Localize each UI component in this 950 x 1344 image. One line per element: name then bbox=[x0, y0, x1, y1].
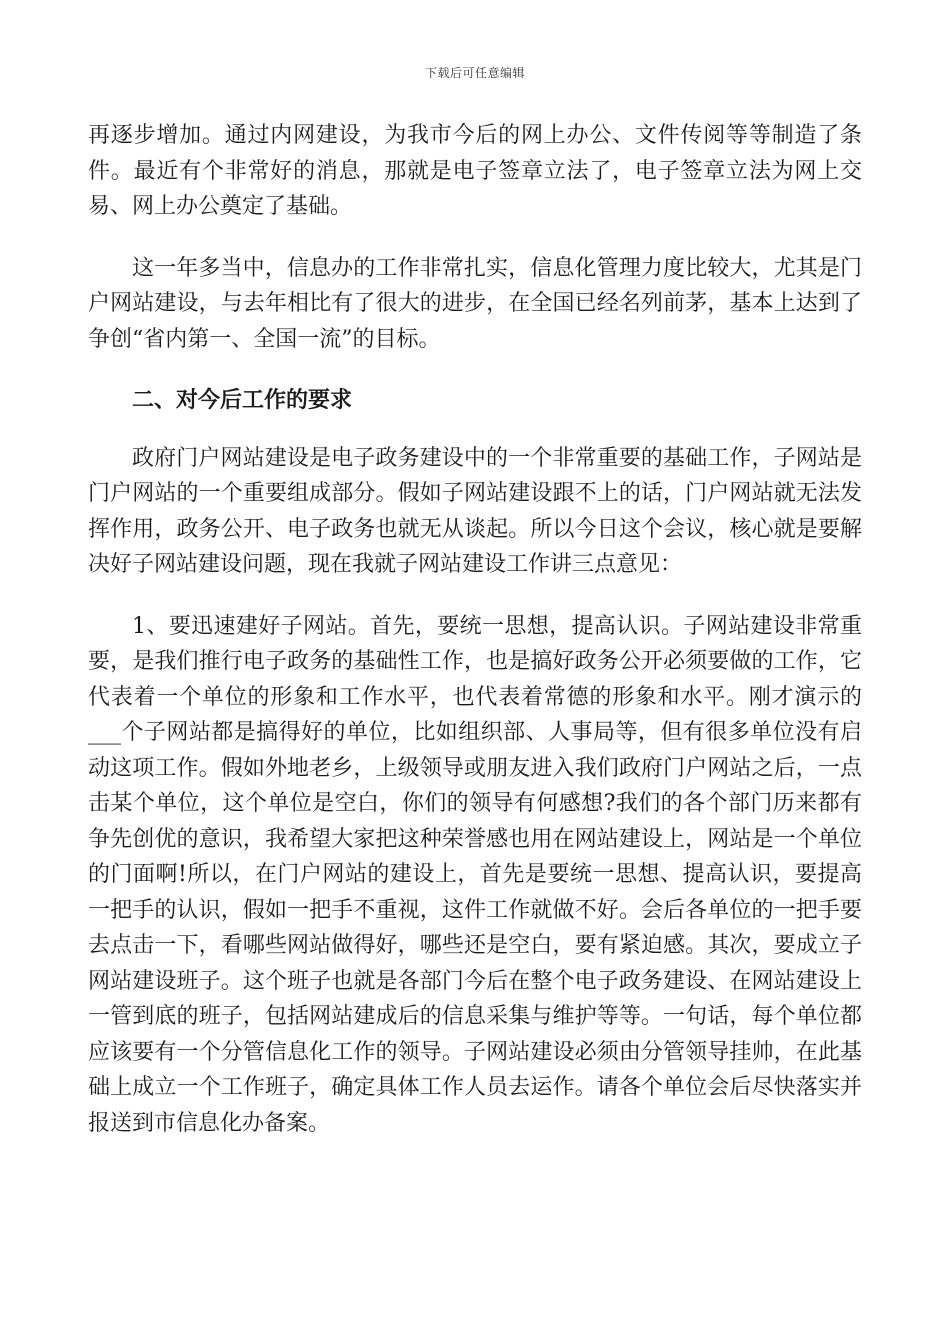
paragraph-point-one: 1、要迅速建好子网站。首先，要统一思想，提高认识。子网站建设非常重要，是我们推行电子政务的基础性工作，也是搞好政务公开必须要做的工作，它代表着一个单位的形象和工作水平，也代表着常德的形象和水平。刚才演示的___个子网站都是搞得好的单位，比如组织部、人事局等，但有很多单位没有启动这项工作。假如外地老乡，上级领导或朋友进入我们政府门户网站之后，一点击某个单位，这个单位是空白，你们的领导有何感想?我们的各个部门历来都有争先创优的意识，我希望大家把这种荣誉感也用在网站建设上，网站是一个单位的门面啊!所以，在门户网站的建设上，首先是要统一思想、提高认识，要提高一把手的认识，假如一把手不重视，这件工作就做不好。会后各单位的一把手要去点击一下，看哪些网站做得好，哪些还是空白，要有紧迫感。其次，要成立子网站建设班子。这个班子也就是各部门今后在整个电子政务建设、在网站建设上一管到底的班子，包括网站建成后的信息采集与维护等等。一句话，每个单位都应该要有一个分管信息化工作的领导。子网站建设必须由分管领导挂帅，在此基础上成立一个工作班子，确定具体工作人员去运作。请各个单位会后尽快落实并报送到市信息化办备案。 bbox=[88, 613, 862, 1136]
paragraph-continuation: 再逐步增加。通过内网建设，为我市今后的网上办公、文件传阅等等制造了条件。最近有个非常好的消息，那就是电子签章立法了，电子签章立法为网上交易、网上办公奠定了基础。 bbox=[88, 123, 862, 219]
page-header: 下载后可任意编辑 bbox=[424, 66, 525, 80]
paragraph-progress-summary: 这一年多当中，信息办的工作非常扎实，信息化管理力度比较大，尤其是门户网站建设，与去年相比有了很大的进步，在全国已经名列前茅，基本上达到了争创“省内第一、全国一流”的目标。 bbox=[88, 255, 862, 352]
paragraph-intro-requirements: 政府门户网站建设是电子政务建设中的一个非常重要的基础工作，子网站是门户网站的一个重要组成部分。假如子网站建设跟不上的话，门户网站就无法发挥作用，政务公开、电子政务也就无从谈起。所以今日这个会议，核心就是要解决好子网站建设问题，现在我就子网站建设工作讲三点意见： bbox=[88, 445, 862, 577]
document-body bbox=[88, 118, 862, 1167]
section-heading: 二、对今后工作的要求 bbox=[132, 387, 353, 413]
